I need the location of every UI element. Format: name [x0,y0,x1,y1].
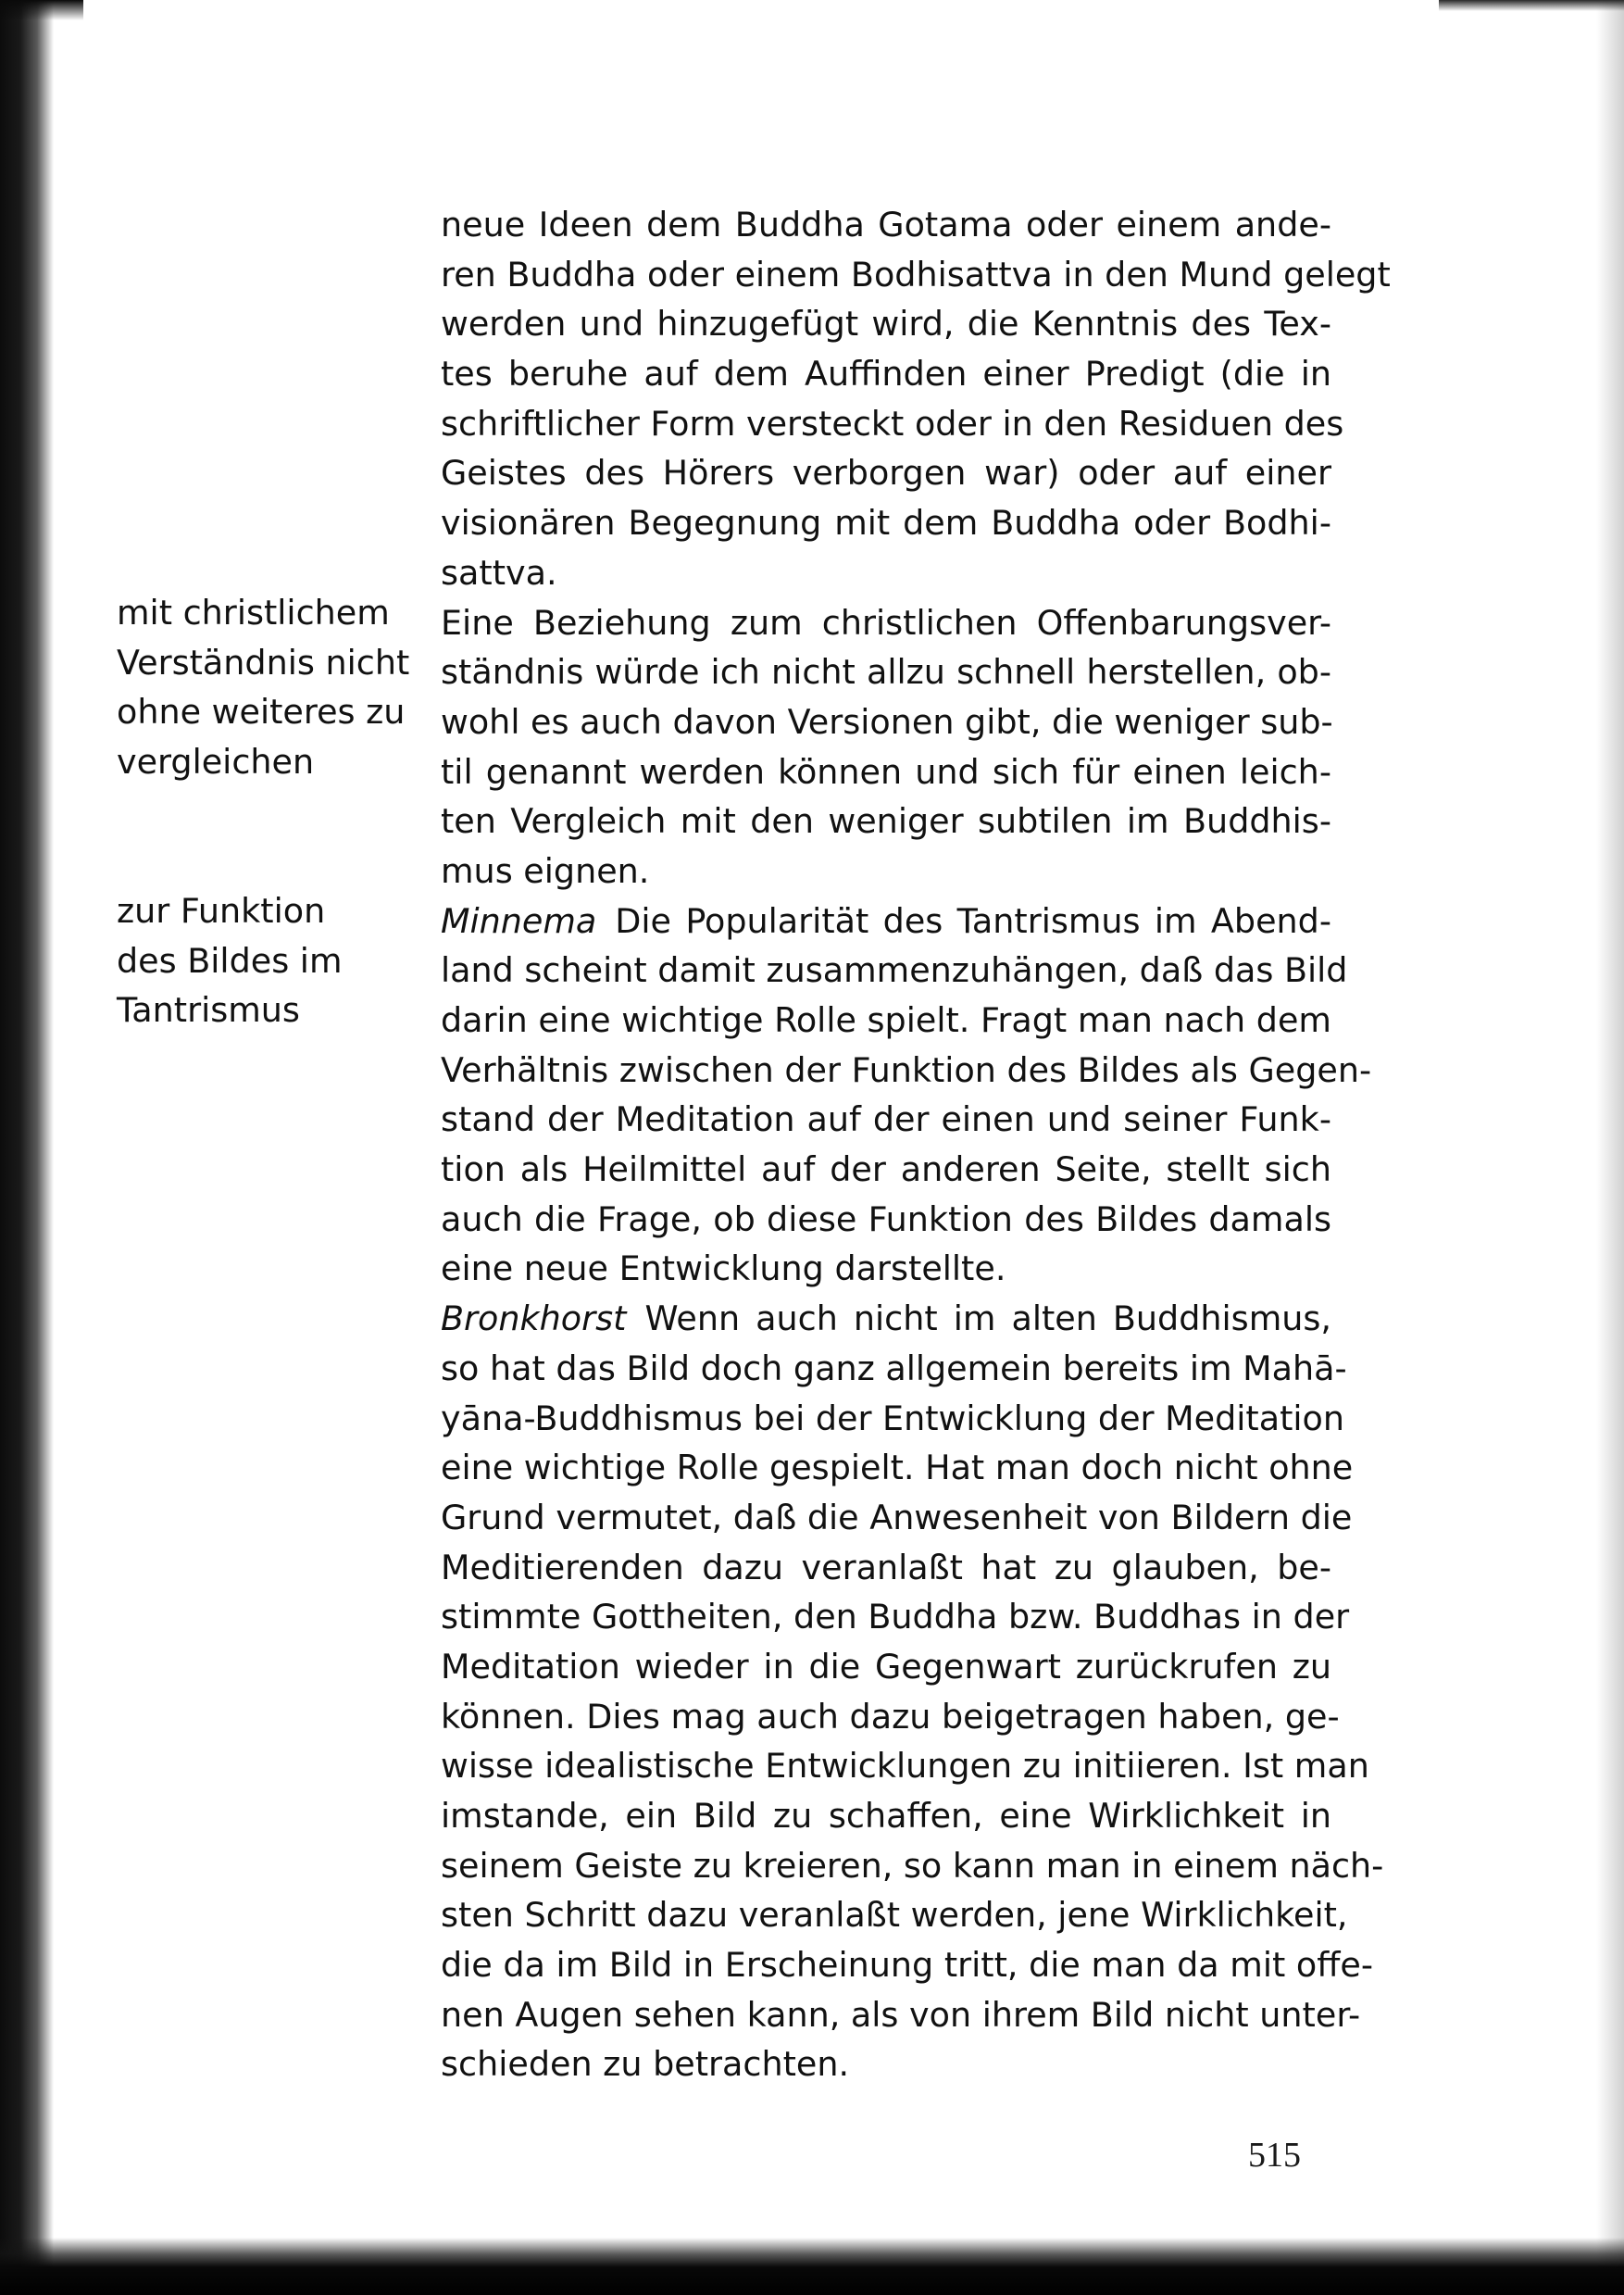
margin-note-line: des Bildes im [117,940,343,981]
text-line: tes beruhe auf dem Auffinden einer Predigt (die in [441,354,1331,395]
text-line: mus eignen. [441,850,650,891]
text-line: yāna-Buddhismus bei der Entwicklung der Meditation [441,1398,1345,1438]
main-text-column [441,200,1391,2089]
scan-shadow-left [0,0,54,2295]
text-line: so hat das Bild doch ganz allgemein bereits im Mahā- [441,1348,1347,1388]
text-line: darin eine wichtige Rolle spielt. Fragt man nach dem [441,1000,1331,1040]
text-line: sten Schritt dazu veranlaßt werden, jene Wirklichkeit, [441,1895,1348,1936]
paragraph-minnema [441,897,1372,1295]
text-line: ren Buddha oder einem Bodhisattva in den Mund gelegt [441,254,1391,295]
page-number: 515 [1248,2136,1301,2175]
text-line: können. Dies mag auch dazu beigetragen haben, ge- [441,1696,1340,1737]
text-line: sattva. [441,552,557,593]
scan-shadow-top-right [1439,0,1624,11]
margin-note-line: vergleichen [117,742,315,783]
text-line: stand der Meditation auf der einen und seiner Funk- [441,1099,1331,1140]
margin-note-line: ohne weiteres zu [117,692,406,733]
speaker-name: Bronkhorst [441,1298,627,1339]
text-line: Grund vermutet, daß die Anwesenheit von Bildern die [441,1497,1353,1537]
text-line: nen Augen sehen kann, als von ihrem Bild nicht unter- [441,1994,1361,2035]
text-line: land scheint damit zusammenzuhängen, daß das Bild [441,950,1348,991]
margin-note-christian-comparison [117,588,413,787]
scan-shadow-top-left [0,0,83,20]
text-line [441,897,1331,947]
text-line: til genannt werden können und sich für einen leich- [441,751,1331,792]
text-line: die da im Bild in Erscheinung tritt, die man da mit offe- [441,1945,1373,1986]
text-line: werden und hinzugefügt wird, die Kenntnis des Tex- [441,304,1331,345]
text-line: ständnis würde ich nicht allzu schnell herstellen, ob- [441,652,1331,693]
text-line: eine wichtige Rolle gespielt. Hat man doch nicht ohne [441,1448,1354,1488]
text-line: schriftlicher Form versteckt oder in den Residuen des [441,403,1344,444]
text-line: Meditation wieder in die Gegenwart zurückrufen zu [441,1646,1331,1687]
scan-shadow-right [1596,0,1624,2295]
margin-note-line: mit christlichem [117,593,390,633]
text-line: visionären Begegnung mit dem Buddha oder Bodhi- [441,503,1331,544]
text-line: seinem Geiste zu kreieren, so kann man in einem näch- [441,1845,1384,1886]
text-line: Verhältnis zwischen der Funktion des Bildes als Gegen- [441,1049,1372,1090]
speaker-name: Minnema [441,900,597,941]
text-line: eine neue Entwicklung darstellte. [441,1248,1006,1289]
margin-note-image-function [117,886,413,1035]
text-line: Geistes des Hörers verborgen war) oder auf einer [441,453,1331,494]
paragraph-christian-revelation [441,598,1331,897]
paragraph-continuation [441,200,1391,598]
margin-note-line: Tantrismus [117,990,300,1031]
text-line: wisse idealistische Entwicklungen zu initiieren. Ist man [441,1746,1369,1787]
text-line: tion als Heilmittel auf der anderen Seite, stellt sich [441,1149,1331,1190]
text-line: Eine Beziehung zum christlichen Offenbarungsver- [441,602,1331,643]
text-line: schieden zu betrachten. [441,2044,850,2085]
margin-note-line: Verständnis nicht [117,642,410,683]
text-line-content: Die Popularität des Tantrismus im Abend- [615,900,1331,941]
text-line: imstande, ein Bild zu schaffen, eine Wirklichkeit in [441,1796,1331,1836]
text-line: Meditierenden dazu veranlaßt hat zu glauben, be- [441,1547,1331,1587]
paragraph-bronkhorst [441,1294,1384,2089]
text-line [441,1294,1331,1344]
text-line-content: Wenn auch nicht im alten Buddhismus, [644,1298,1331,1339]
text-line: wohl es auch davon Versionen gibt, die weniger sub- [441,701,1333,742]
text-line: stimmte Gottheiten, den Buddha bzw. Buddhas in der [441,1597,1350,1637]
text-line: neue Ideen dem Buddha Gotama oder einem ande- [441,205,1331,245]
scan-shadow-bottom [0,2238,1624,2295]
margin-note-line: zur Funktion [117,891,326,931]
text-line: ten Vergleich mit den weniger subtilen im Buddhis- [441,801,1331,842]
text-line: auch die Frage, ob diese Funktion des Bildes damals [441,1198,1331,1239]
